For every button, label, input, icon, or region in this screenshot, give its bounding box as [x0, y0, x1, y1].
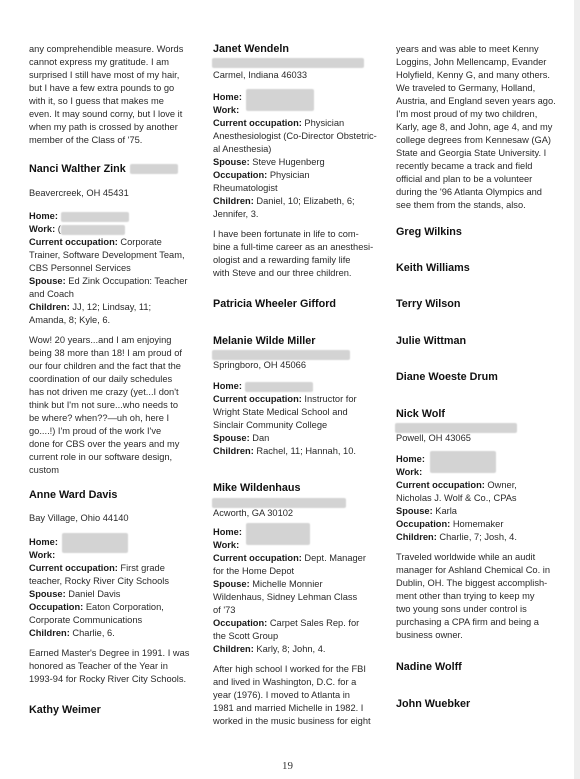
text-line: Trainer, Software Development Team,	[29, 250, 185, 260]
text-line: see them from the stands, also.	[396, 200, 526, 210]
person-name: Terry Wilson	[396, 298, 461, 310]
text-line: Earned Master's Degree in 1991. I was	[29, 648, 190, 658]
redacted-block	[212, 350, 350, 360]
spouse-label: Spouse:	[29, 276, 66, 286]
person-name: Janet Wendeln	[213, 43, 289, 55]
occupation-label: Current occupation:	[213, 118, 302, 128]
text-fragment: Carpet Sales Rep. for	[267, 618, 360, 628]
text-line: the Scott Group	[213, 631, 279, 641]
text-line: and Coach	[29, 289, 74, 299]
children-label: Children:	[396, 532, 437, 542]
text-fragment: Instructor for	[301, 394, 357, 404]
text-line: of '73	[213, 605, 236, 615]
redacted-block	[245, 382, 313, 392]
text-line: Jennifer, 3.	[213, 209, 259, 219]
text-line: with it, so I guess that makes me	[29, 96, 164, 106]
text-line: but I have a few extra pounds to go	[29, 83, 175, 93]
redacted-block	[212, 58, 364, 68]
address: Acworth, GA 30102	[213, 508, 294, 518]
text-line: honored as Teacher of the Year in	[29, 661, 168, 671]
text-line: with Steve and our three children.	[213, 268, 352, 278]
text-line: cannot express my gratitude. I am	[29, 57, 170, 67]
text-fragment: Dan	[249, 433, 270, 443]
text-line: Sinclair Community College	[213, 420, 328, 430]
text-line: I'm most proud of my two children,	[396, 109, 538, 119]
redacted-block	[246, 89, 314, 111]
text-fragment: Daniel Davis	[65, 589, 121, 599]
text-line: 1993-94 for Rocky River City Schools.	[29, 674, 187, 684]
person-name: Diane Woeste Drum	[396, 371, 498, 383]
work-label: Work:	[29, 224, 56, 234]
person-name: John Wuebker	[396, 698, 471, 710]
text-fragment: Corporate	[117, 237, 162, 247]
text-fragment: Homemaker	[450, 519, 504, 529]
children-label: Children:	[213, 644, 254, 654]
person-name: Patricia Wheeler Gifford	[213, 298, 336, 310]
text-line: Nicholas J. Wolf & Co., CPAs	[396, 493, 517, 503]
address: Springboro, OH 45066	[213, 360, 307, 370]
person-name: Nanci Walther Zink	[29, 163, 126, 175]
text-line: years and was able to meet Kenny	[396, 44, 539, 54]
text-fragment: Eaton Corporation,	[83, 602, 164, 612]
person-name: Julie Wittman	[396, 335, 467, 347]
text-fragment: Daniel, 10; Elizabeth, 6;	[253, 196, 355, 206]
work-label: Work:	[213, 105, 240, 115]
work-label: Work:	[29, 550, 56, 560]
text-line: for the Home Depot	[213, 566, 295, 576]
spouse-label: Spouse:	[213, 157, 250, 167]
text-line: has not driven me crazy (yet...I don't	[29, 387, 179, 397]
text-fragment: Dept. Manager	[301, 553, 366, 563]
occupation-label: Current occupation:	[213, 394, 302, 404]
text-line: surprised I still have most of my hair,	[29, 70, 180, 80]
address: Carmel, Indiana 46033	[213, 70, 308, 80]
text-fragment: Karly, 8; John, 4.	[253, 644, 326, 654]
text-line: ment other than trying to keep my	[396, 591, 535, 601]
text-fragment: Owner,	[484, 480, 517, 490]
text-fragment: Physician	[267, 170, 310, 180]
text-line: coordination of our daily schedules	[29, 374, 173, 384]
text-line: any comprehendible measure. Words	[29, 44, 184, 54]
text-line: when my path is crossed by another	[29, 122, 178, 132]
text-fragment: Charlie, 6.	[69, 628, 115, 638]
text-line: Dublin, OH. The biggest accomplish-	[396, 578, 548, 588]
person-name: Keith Williams	[396, 262, 470, 274]
home-label: Home:	[29, 211, 58, 221]
text-fragment: Steve Hugenberg	[249, 157, 325, 167]
occupation-label: Occupation:	[396, 519, 451, 529]
text-line: bine a full-time career as an anesthesi-	[213, 242, 374, 252]
spouse-label: Spouse:	[213, 433, 250, 443]
text-line: Traveled worldwide while an audit	[396, 552, 536, 562]
text-line: member of the Class of '75.	[29, 135, 143, 145]
redacted-block	[61, 225, 125, 235]
text-line: business owner.	[396, 630, 463, 640]
text-line: Corporate Communications	[29, 615, 143, 625]
redacted-block	[61, 212, 129, 222]
occupation-label: Occupation:	[213, 170, 268, 180]
text-line: custom	[29, 465, 59, 475]
text-line: I have been fortunate in life to com-	[213, 229, 359, 239]
text-line: be where? when??—uh oh, here I	[29, 413, 170, 423]
occupation-label: Occupation:	[213, 618, 268, 628]
text-line: al Anesthesia)	[213, 144, 272, 154]
text-fragment: Ed Zink Occupation: Teacher	[65, 276, 188, 286]
text-line: purchasing a CPA firm and being a	[396, 617, 539, 627]
children-label: Children:	[213, 446, 254, 456]
text-line: 1981 and married Michelle in 1982. I	[213, 703, 364, 713]
work-label: Work:	[396, 467, 423, 477]
redacted-block	[395, 423, 517, 433]
text-line: manager for Ashland Chemical Co. in	[396, 565, 550, 575]
children-label: Children:	[29, 628, 70, 638]
person-name: Anne Ward Davis	[29, 489, 118, 501]
redacted-block	[130, 164, 178, 174]
text-fragment: (	[57, 224, 61, 234]
spouse-label: Spouse:	[213, 579, 250, 589]
text-line: Rheumatologist	[213, 183, 278, 193]
redacted-block	[62, 533, 128, 553]
text-line: even. It may sound corny, but I love it	[29, 109, 183, 119]
person-name: Nick Wolf	[396, 408, 445, 420]
text-line: year (1976). I moved to Atlanta in	[213, 690, 350, 700]
text-line: college degrees from Kennesaw (GA)	[396, 135, 552, 145]
text-line: ologist and a rewarding family life	[213, 255, 351, 265]
occupation-label: Current occupation:	[29, 563, 118, 573]
occupation-label: Occupation:	[29, 602, 84, 612]
redacted-block	[430, 451, 496, 473]
text-line: State and Georgia State University. I	[396, 148, 547, 158]
text-line: Karly, age 8, and John, age 4, and my	[396, 122, 553, 132]
text-line: and lived in Washington, D.C. for a	[213, 677, 357, 687]
text-fragment: Karla	[432, 506, 457, 516]
text-line: our four children and the fact that the	[29, 361, 181, 371]
text-line: recently became a track and field	[396, 161, 533, 171]
text-line: teacher, Rocky River City Schools	[29, 576, 170, 586]
text-fragment: Michelle Monnier	[249, 579, 323, 589]
children-label: Children:	[213, 196, 254, 206]
text-line: current role in our software design,	[29, 452, 173, 462]
text-line: being 38 more than 18! I am proud of	[29, 348, 182, 358]
occupation-label: Current occupation:	[29, 237, 118, 247]
text-line: Holyfield, Kenny G, and many others.	[396, 70, 550, 80]
text-line: We traveled to Germany, Holland,	[396, 83, 536, 93]
text-line: CBS Personnel Services	[29, 263, 131, 273]
text-line: Austria, and England seven years ago.	[396, 96, 556, 106]
occupation-label: Current occupation:	[396, 480, 485, 490]
person-name: Greg Wilkins	[396, 226, 462, 238]
home-label: Home:	[213, 92, 242, 102]
text-line: official and plan to be a volunteer	[396, 174, 533, 184]
text-line: done for CBS over the years and my	[29, 439, 180, 449]
text-line: Anesthesiologist (Co-Director Obstetric-	[213, 131, 377, 141]
work-label: Work:	[213, 540, 240, 550]
text-line: think but I'm not sure...who needs to	[29, 400, 179, 410]
text-line: worked in the music business for eight	[213, 716, 371, 726]
redacted-block	[246, 523, 310, 545]
spouse-label: Spouse:	[29, 589, 66, 599]
text-line: Wow! 20 years...and I am enjoying	[29, 335, 172, 345]
text-line: Wildenhaus, Sidney Lehman Class	[213, 592, 358, 602]
person-name: Kathy Weimer	[29, 704, 101, 716]
person-name: Mike Wildenhaus	[213, 482, 301, 494]
text-line: go....!) I'm proud of the work I've	[29, 426, 162, 436]
text-fragment: JJ, 12; Lindsay, 11;	[69, 302, 152, 312]
home-label: Home:	[396, 454, 425, 464]
text-line: Loggins, John Mellencamp, Evander	[396, 57, 547, 67]
address: Beavercreek, OH 45431	[29, 188, 129, 198]
home-label: Home:	[213, 527, 242, 537]
occupation-label: Current occupation:	[213, 553, 302, 563]
children-label: Children:	[29, 302, 70, 312]
person-name: Melanie Wilde Miller	[213, 335, 316, 347]
home-label: Home:	[213, 381, 242, 391]
text-fragment: Charlie, 7; Josh, 4.	[436, 532, 517, 542]
text-line: Amanda, 8; Kyle, 6.	[29, 315, 111, 325]
address: Powell, OH 43065	[396, 433, 471, 443]
redacted-block	[212, 498, 346, 508]
page-number: 19	[282, 760, 293, 772]
address: Bay Village, Ohio 44140	[29, 513, 129, 523]
text-line: After high school I worked for the FBI	[213, 664, 366, 674]
spouse-label: Spouse:	[396, 506, 433, 516]
page-edge	[574, 0, 580, 779]
text-line: Wright State Medical School and	[213, 407, 348, 417]
text-line: two young sons under control is	[396, 604, 527, 614]
text-fragment: Physician	[301, 118, 345, 128]
text-fragment: Rachel, 11; Hannah, 10.	[253, 446, 356, 456]
person-name: Nadine Wolff	[396, 661, 462, 673]
text-line: during the '96 Atlanta Olympics and	[396, 187, 542, 197]
home-label: Home:	[29, 537, 58, 547]
text-fragment: First grade	[117, 563, 165, 573]
